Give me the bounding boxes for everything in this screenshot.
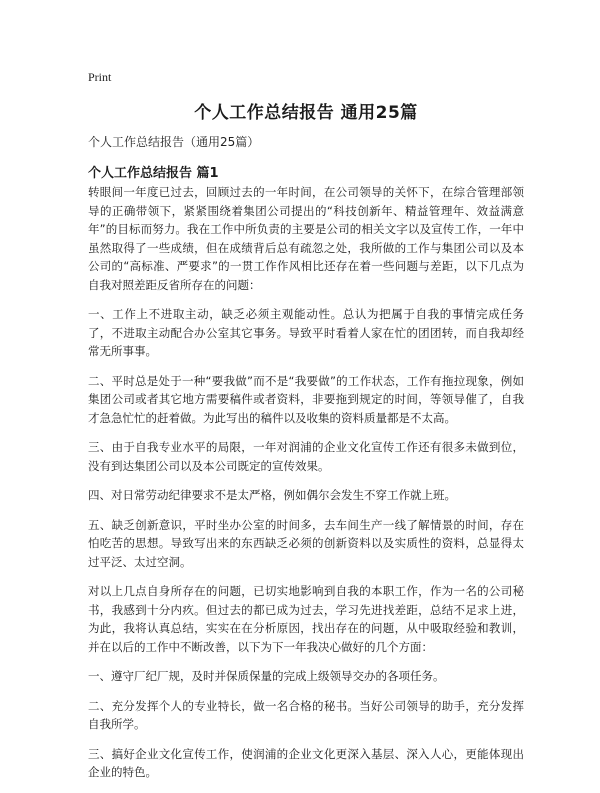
- document-body: [88, 183, 524, 793]
- document-title: 个人工作总结报告 通用25篇: [194, 103, 418, 123]
- paragraph-intro: 转眼间一年度已过去，回顾过去的一年时间，在公司领导的关怀下，在综合管理部领导的正确带领下，紧紧围绕着集团公司提出的“科技创新年、精益管理年、效益满意年”的目标而努力。我在工作中所负责的主要是公司的相关文字以及宣传工作，一年中虽然取得了一些成绩，但在成绩背后总有疏忽之处，我所做的工作与集团公司以及本公司的“高标准、严要求”的一贯工作作风相比还存在着一些问题与差距，以下几点为自我对照差距反省所存在的问题：: [88, 185, 524, 292]
- paragraph-reflection: 对以上几点自身所存在的问题，已切实地影响到自我的本职工作，作为一名的公司秘书，我感到十分内疚。但过去的都已成为过去，学习先进找差距，总结不足求上进，为此，我将认真总结，实实在在分析原因，找出存在的问题，从中吸取经验和教训，并在以后的工作中不断改善，以下为下一年我决心做好的几个方面：: [88, 584, 524, 654]
- paragraph-issue-4: 四、对日常劳动纪律要求不是太严格，例如偶尔会发生不穿工作就上班。: [88, 488, 456, 502]
- document-subtitle: 个人工作总结报告（通用25篇）: [88, 135, 260, 149]
- paragraph-issue-3: 三、由于自我专业水平的局限，一年对润浦的企业文化宣传工作还有很多未做到位，没有到达集团公司以及本公司既定的宣传效果。: [88, 440, 524, 473]
- paragraph-plan-1: 一、遵守厂纪厂规，及时并保质保量的完成上级领导交办的各项任务。: [88, 669, 445, 683]
- paragraph-issue-5: 五、缺乏创新意识，平时坐办公室的时间多，去车间生产一线了解情景的时间，存在怕吃苦的思想。导致写出来的东西缺乏必须的创新资料以及实质性的资料，总显得太过平泛、太过空洞。: [88, 517, 524, 569]
- paragraph-plan-2: 二、充分发挥个人的专业特长，做一名合格的秘书。当好公司领导的助手，充分发挥自我所学。: [88, 698, 524, 731]
- section-heading: 个人工作总结报告 篇1: [88, 166, 219, 181]
- paragraph-issue-2: 二、平时总是处于一种“要我做”而不是“我要做”的工作状态，工作有拖拉现象，例如集团公司或者其它地方需要稿件或者资料，非要拖到规定的时间，等领导催了，自我才急急忙忙的赶着做。为此写出的稿件以及收集的资料质量都是不太高。: [88, 373, 524, 425]
- paragraph-plan-3: 三、搞好企业文化宣传工作，使润浦的企业文化更深入基层、深入人心，更能体现出企业的特色。: [88, 746, 524, 779]
- paragraph-issue-1: 一、工作上不进取主动，缺乏必须主观能动性。总认为把属于自我的事情完成任务了，不进取主动配合办公室其它事务。导致平时看着人家在忙的团团转，而自我却经常无所事事。: [88, 307, 524, 358]
- print-link[interactable]: Print: [88, 70, 112, 84]
